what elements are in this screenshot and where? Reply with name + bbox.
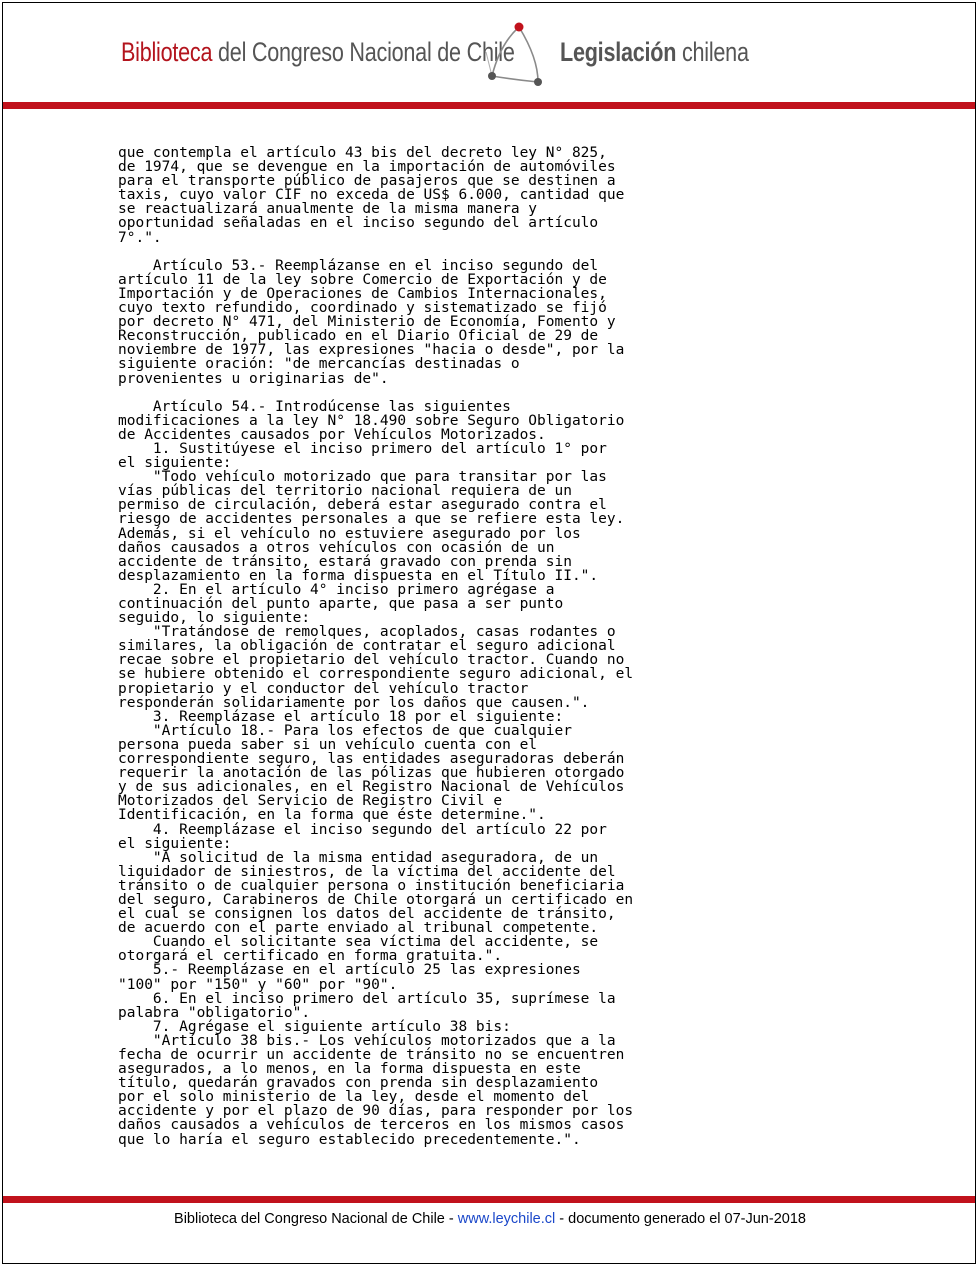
footer-prefix: Biblioteca del Congreso Nacional de Chile -	[174, 1211, 458, 1227]
footer-link[interactable]: www.leychile.cl	[457, 1211, 556, 1227]
footer-rule	[3, 1196, 975, 1203]
bcn-triangle-logo-icon	[478, 18, 558, 88]
header-rule	[3, 102, 975, 109]
footer-suffix: - documento generado el 07-Jun-2018	[555, 1211, 806, 1227]
page-header	[0, 0, 980, 110]
brand-biblioteca: Biblioteca	[121, 37, 213, 67]
brand-congreso: del Congreso Nacional de Chile	[212, 37, 515, 67]
legislacion-logotype	[560, 37, 749, 68]
page-footer	[0, 1211, 980, 1227]
brand-chilena: chilena	[676, 37, 749, 67]
document-body-text: que contempla el artículo 43 bis del decreto ley N° 825, de 1974, que se devengue en la importación de automóviles para el transporte público de pasajeros que se destinen a taxis, cuyo valor CIF no exceda de US$ 6.000, cantidad que se reactualizará anualmente de la misma manera y oportunidad señaladas en el inciso segundo del artículo 7°.". Artículo 53.- Reemplázanse en el inciso segundo del artículo 11 de la ley sobre Comercio de Exportación y de Importación y de Operaciones de Cambios Internacionales, cuyo texto refundido, coordinado y sistematizado se fijó por decreto N° 471, del Ministerio de Economía, Fomento y Reconstrucción, publicado en el Diario Oficial de 29 de noviembre de 1977, las expresiones "hacia o desde", por la siguiente oración: "de mercancías destinadas o provenientes u originarias de". Artículo 54.- Introdúcense las siguientes modificaciones a la ley N° 18.490 sobre Seguro Obligatorio de Accidentes causados por Vehículos Motorizados. 1. Sustitúyese el inciso primero del artículo 1° por el siguiente: "Todo vehículo motorizado que para transitar por las vías públicas del territorio nacional requiera de un permiso de circulación, deberá estar asegurado contra el riesgo de accidentes personales a que se refiere esta ley. Además, si el vehículo no estuviere asegurado por los daños causados a otros vehículos con ocasión de un accidente de tránsito, estará gravado con prenda sin desplazamiento en la forma dispuesta en el Título II.". 2. En el artículo 4° inciso primero agrégase a continuación del punto aparte, que pasa a ser punto seguido, lo siguiente: "Tratándose de remolques, acoplados, casas rodantes o similares, la obligación de contratar el seguro adicional recae sobre el propietario del vehículo tractor. Cuando no se hubiere obtenido el correspondiente seguro adicional, el propietario y el conductor del vehículo tractor responderán solidariamente por los daños que causen.". 3. Reemplázase el artículo 18 por el siguiente: "Artículo 18.- Para los efectos de que cualquier persona pueda saber si un vehículo cuenta con el correspondiente seguro, las entidades aseguradoras deberán requerir la anotación de las pólizas que hubieren otorgado y de sus adicionales, en el Registro Nacional de Vehículos Motorizados del Servicio de Registro Civil e Identificación, en la forma que éste determine.". 4. Reemplázase el inciso segundo del artículo 22 por el siguiente: "A solicitud de la misma entidad aseguradora, de un liquidador de siniestros, de la víctima del accidente del tránsito o de cualquier persona o institución beneficiaria del seguro, Carabineros de Chile otorgará un certificado en el cual se consignen los datos del accidente de tránsito, de acuerdo con el parte enviado al tribunal competente. Cuando el solicitante sea víctima del accidente, se otorgará el certificado en forma gratuita.". 5.- Reemplázase en el artículo 25 las expresiones "100" por "150" y "60" por "90". 6. En el inciso primero del artículo 35, suprímese la palabra "obligatorio". 7. Agrégase el siguiente artículo 38 bis: "Artículo 38 bis.- Los vehículos motorizados que a la fecha de ocurrir un accidente de tránsito no se encuentren asegurados, a lo menos, en la forma dispuesta en este título, quedarán gravados con prenda sin desplazamiento por el solo ministerio de la ley, desde el momento del accidente y por el plazo de 90 días, para responder por los daños causados a vehículos de terceros en los mismos casos que lo haría el seguro establecido precedentemente.".	[118, 145, 634, 1148]
brand-legislacion: Legislación	[560, 37, 677, 67]
bcn-logotype	[121, 37, 515, 68]
